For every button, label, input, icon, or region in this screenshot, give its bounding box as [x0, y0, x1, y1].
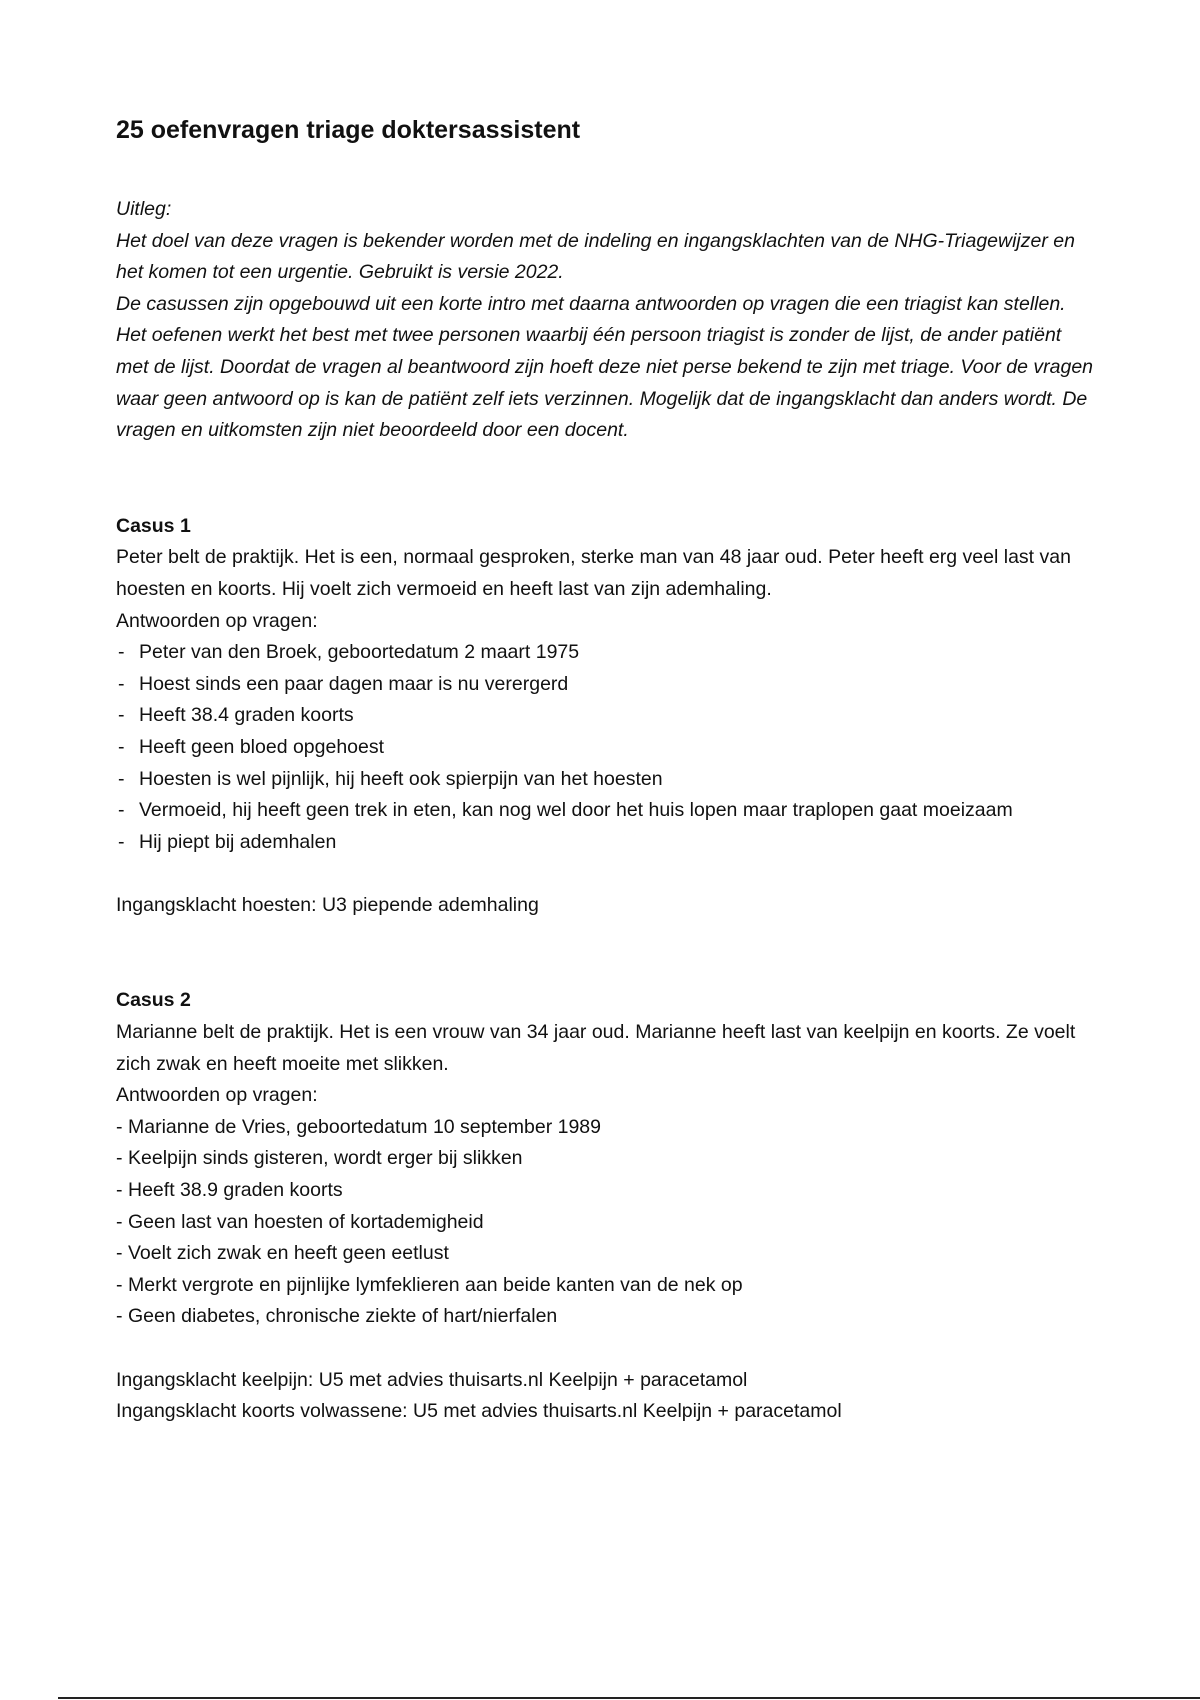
outcome-line: Ingangsklacht keelpijn: U5 met advies thuisarts.nl Keelpijn + paracetamol	[116, 1368, 748, 1391]
answer-item: - Hoest sinds een paar dagen maar is nu verergerd	[116, 669, 1096, 701]
answer-item: - Peter van den Broek, geboortedatum 2 maart 1975	[116, 637, 1096, 669]
answers-label: Antwoorden op vragen:	[116, 609, 318, 632]
intro-paragraph: Het oefenen werkt het best met twee personen waarbij één persoon triagist is zonder de lijst, de ander patiënt met de lijst. Doordat de vragen al beantwoord zijn hoeft deze niet perse bekend te zijn met triage. Voor de vragen waar geen antwoord op is kan de patiënt zelf iets verzinnen. Mogelijk dat de ingangsklacht dan anders wordt. De vragen en uitkomsten zijn niet beoordeeld door een docent.	[116, 324, 1094, 442]
intro-paragraph: De casussen zijn opgebouwd uit een korte intro met daarna antwoorden op vragen die een triagist kan stellen.	[116, 292, 1066, 315]
answer-item: - Heeft 38.9 graden koorts	[116, 1175, 1096, 1207]
outcome-line: Ingangsklacht hoesten: U3 piepende ademhaling	[116, 893, 539, 916]
case-2	[116, 985, 1096, 1427]
outcome-block	[116, 890, 1096, 922]
outcome-block	[116, 1365, 1096, 1428]
answer-item: - Marianne de Vries, geboortedatum 10 september 1989	[116, 1112, 1096, 1144]
document-title: 25 oefenvragen triage doktersassistent	[116, 116, 581, 144]
answers-list	[116, 1112, 1096, 1333]
answer-item: - Hoesten is wel pijnlijk, hij heeft ook spierpijn van het hoesten	[116, 764, 1096, 796]
case-heading: Casus 2	[116, 989, 191, 1012]
document-page	[116, 112, 1096, 1428]
answer-item: - Geen last van hoesten of kortademigheid	[116, 1207, 1096, 1239]
intro-label: Uitleg:	[116, 198, 172, 220]
answer-item: - Merkt vergrote en pijnlijke lymfeklieren aan beide kanten van de nek op	[116, 1270, 1096, 1302]
answers-label: Antwoorden op vragen:	[116, 1084, 318, 1107]
case-1	[116, 511, 1096, 922]
intro-paragraph: Het doel van deze vragen is bekender worden met de indeling en ingangsklachten van de NHG-Triagewijzer en het komen tot een urgentie. Gebruikt is versie 2022.	[116, 229, 1075, 284]
case-description: Peter belt de praktijk. Het is een, normaal gesproken, sterke man van 48 jaar oud. Peter heeft erg veel last van hoesten en koorts. Hij voelt zich vermoeid en heeft last van zijn ademhaling.	[116, 546, 1071, 600]
case-heading: Casus 1	[116, 514, 191, 537]
answer-item: - Geen diabetes, chronische ziekte of hart/nierfalen	[116, 1301, 1096, 1333]
answer-item: - Keelpijn sinds gisteren, wordt erger bij slikken	[116, 1143, 1096, 1175]
intro-section	[116, 194, 1096, 447]
answer-item: - Hij piept bij ademhalen	[116, 827, 1096, 859]
answer-item: - Heeft geen bloed opgehoest	[116, 732, 1096, 764]
answer-item: - Heeft 38.4 graden koorts	[116, 700, 1096, 732]
outcome-line: Ingangsklacht koorts volwassene: U5 met advies thuisarts.nl Keelpijn + paracetamol	[116, 1400, 842, 1423]
case-description: Marianne belt de praktijk. Het is een vrouw van 34 jaar oud. Marianne heeft last van keelpijn en koorts. Ze voelt zich zwak en heeft moeite met slikken.	[116, 1021, 1076, 1075]
answers-list	[116, 637, 1096, 858]
page-divider	[58, 1697, 1200, 1699]
answer-item: - Vermoeid, hij heeft geen trek in eten, kan nog wel door het huis lopen maar traplopen gaat moeizaam	[116, 795, 1096, 827]
answer-item: - Voelt zich zwak en heeft geen eetlust	[116, 1238, 1096, 1270]
